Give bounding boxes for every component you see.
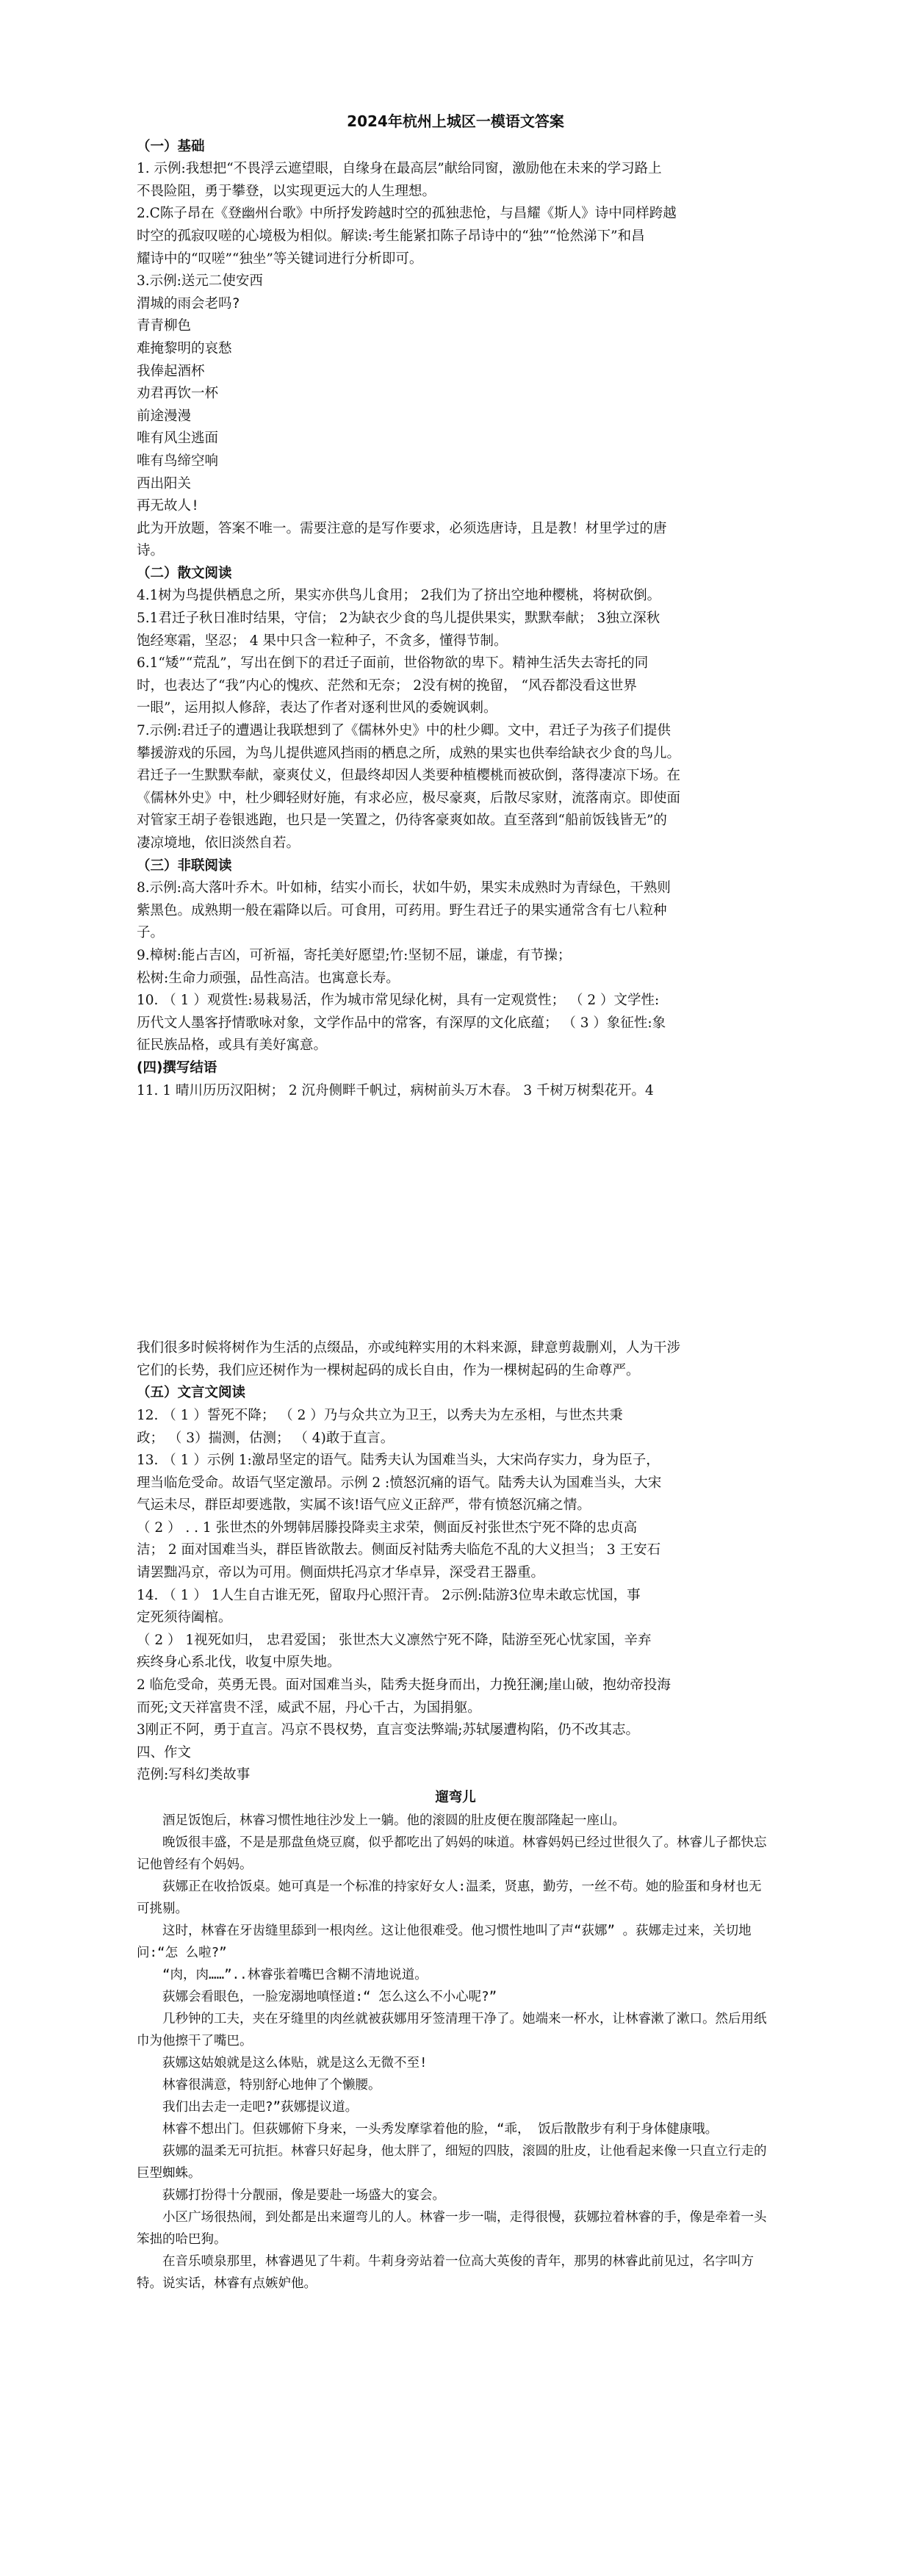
text-line: 它们的长势，我们应还树作为一棵树起码的成长自由，作为一棵树起码的生命尊严。 [137, 1362, 640, 1378]
story-paragraph: 荻娜的温柔无可抗拒。林睿只好起身，他太胖了，细短的四肢，滚圆的肚皮，让他看起来像一只直立行走的巨型蜘蛛。 [137, 2143, 767, 2181]
text-line: 政； （ 3）揣测，估测； （ 4)敢于直言。 [137, 1430, 395, 1446]
poem-line: 西出阳关 [137, 475, 192, 492]
poem-line: 我俸起酒杯 [137, 363, 205, 379]
poem-line: 青青柳色 [137, 318, 192, 334]
text-line: 2 临危受命，英勇无畏。面对国难当头，陆秀夫挺身而出，力挽狂澜;崖山破，抱幼帝投海 [137, 1677, 671, 1694]
story-title: 遛弯儿 [435, 1790, 476, 1805]
text-line: 13. （ 1 ）示例 1:激昂坚定的语气。陆秀夫认为国难当头，大宋尚存实力，身为臣子， [137, 1453, 660, 1469]
poem-line: 难掩黎明的哀愁 [137, 340, 232, 356]
text-line: 定死须待阖棺。 [137, 1610, 232, 1626]
section-heading-nonfiction: （三）非联阅读 [137, 857, 232, 874]
text-line: 1. 示例:我想把“不畏浮云遮望眼，自缘身在最高层”献给同窗，激励他在未来的学习路上 [137, 161, 662, 177]
text-line: 2.C陈子昂在《登幽州台歌》中所抒发跨越时空的孤独悲怆，与昌耀《斯人》诗中同样跨越 [137, 206, 677, 222]
section-heading-basics: （一）基础 [137, 138, 205, 154]
poem-line: 唯有鸟缔空响 [137, 453, 219, 469]
text-line: 11. 1 晴川历历汉阳树； 2 沉舟侧畔千帆过，病树前头万木春。 3 千树万树梨花开。4 [137, 1082, 654, 1098]
text-line: 14. （ 1 ） 1人生自古谁无死，留取丹心照汗青。 2示例:陆游3位卑未敢忘忧国，事 [137, 1587, 641, 1603]
text-line: 凄凉境地，依旧淡然自若。 [137, 835, 300, 851]
text-line: （ 2 ） 1视死如归， 忠君爱国； 张世杰大义凛然宁死不降，陆游至死心忧家国，辛弃 [137, 1632, 652, 1648]
story-paragraph: 林睿不想出门。但荻娜俯下身来，一头秀发摩挲着他的脸，“乖， 饭后散散步有利于身体健康哦。 [162, 2121, 719, 2137]
poem-line: 前途漫漫 [137, 408, 192, 424]
poem-line: 劝君再饮一杯 [137, 386, 219, 402]
text-line: 一眼”，运用拟人修辞，表达了作者对逐利世风的委婉讽刺。 [137, 700, 497, 716]
text-line: 请罢黜冯京，帝以为可用。侧面烘托冯京才华卓异，深受君王器重。 [137, 1565, 545, 1581]
text-line: 8.示例:高大落叶乔木。叶如柿，结实小而长，状如牛奶，果实未成熟时为青绿色，干熟则 [137, 880, 671, 896]
poem-line: 唯有风尘逃面 [137, 431, 219, 447]
story-paragraph: 这时，林睿在牙齿缝里舔到一根肉丝。这让他很难受。他习惯性地叫了声“荻娜” 。荻娜走过来，关切地问:“怎 么啦?” [137, 1923, 752, 1960]
story-paragraph: 我们出去走一走吧?”荻娜提议道。 [162, 2099, 359, 2115]
poem-line: 渭城的雨会老吗? [137, 295, 240, 312]
text-line: 3.示例:送元二使安西 [137, 273, 263, 289]
story-paragraph: 晚饭很丰盛，不是是那盘鱼烧豆腐，似乎都吃出了妈妈的味道。林睿妈妈已经过世很久了。林睿儿子都快忘记他曾经有个妈妈。 [137, 1835, 767, 1872]
section-heading-classical: （五）文言文阅读 [137, 1385, 246, 1401]
text-line: 不畏险阻，勇于攀登，以实现更远大的人生理想。 [137, 183, 436, 199]
blank-space [137, 1102, 774, 1337]
text-line: 时，也表达了“我”内心的愧疚、茫然和无奈； 2没有树的挽留， “风吞都没看这世界 [137, 677, 637, 694]
story-paragraph: 荻娜正在收拾饭桌。她可真是一个标准的持家好女人:温柔，贤惠，勤劳，一丝不苟。她的脸蛋和身材也无可挑剔。 [137, 1879, 762, 1916]
text-line: 疾终身心系北伐，收复中原失地。 [137, 1655, 341, 1671]
section-heading-essay: 四、作文 [137, 1744, 192, 1760]
story-paragraph: 荻娜这姑娘就是这么体贴，就是这么无微不至! [162, 2055, 428, 2070]
text-line: 饱经寒霜，坚忍； 4 果中只含一粒种子，不贪多，懂得节制。 [137, 633, 508, 649]
text-line: 此为开放题，答案不唯一。需要注意的是写作要求，必须选唐诗，且是教！材里学过的唐 [137, 520, 667, 536]
story-body [137, 1810, 774, 2295]
text-line: 子。 [137, 925, 165, 941]
text-line: 我们很多时候将树作为生活的点缀品，亦或纯粹实用的木料来源，肆意剪裁删刈，人为干涉 [137, 1340, 681, 1356]
text-line: 攀援游戏的乐园，为鸟儿提供遮风挡雨的栖息之所，成熟的果实也供奉给缺衣少食的鸟儿。 [137, 745, 681, 761]
text-line: 5.1君迁子秋日准时结果，守信； 2为缺衣少食的鸟儿提供果实，默默奉献； 3独立深秋 [137, 611, 660, 627]
text-line: 对管家王胡子卷银逃跑，也只是一笑置之，仍待客豪爽如故。直至落到“船前饭钱皆无”的 [137, 813, 667, 829]
story-paragraph: 小区广场很热闹，到处都是出来遛弯儿的人。林睿一步一喘，走得很慢，荻娜拉着林睿的手，像是牵着一头笨拙的哈巴狗。 [137, 2209, 767, 2247]
story-paragraph: “肉，肉……”..林睿张着嘴巴含糊不清地说道。 [162, 1967, 428, 1982]
text-line: 耀诗中的“叹嗟”“独坐”等关键词进行分析即可。 [137, 251, 423, 267]
text-line: 而死;文天祥富贵不淫，威武不屈，丹心千古，为国捐躯。 [137, 1699, 481, 1716]
section-heading-prose: （二）散文阅读 [137, 565, 232, 581]
text-line: 4.1树为鸟提供栖息之所，果实亦供鸟儿食用； 2我们为了挤出空地种樱桃，将树砍倒。 [137, 588, 661, 604]
story-paragraph: 几秒钟的工夫，夹在牙缝里的肉丝就被荻娜用牙签清理干净了。她端来一杯水，让林睿漱了漱口。然后用纸巾为他擦干了嘴巴。 [137, 2011, 767, 2048]
text-line: 洁； 2 面对国难当头，群臣皆欲散去。侧面反衬陆秀夫临危不乱的大义担当； 3 王安石 [137, 1542, 661, 1558]
text-line: 征民族品格，或具有美好寓意。 [137, 1037, 328, 1054]
text-line: 君迁子一生默默奉献，豪爽仗义，但最终却因人类要种植樱桃而被砍倒，落得凄凉下场。在 [137, 768, 681, 784]
text-line: 3刚正不阿，勇于直言。冯京不畏权势，直言变法弊端;苏轼屡遭构陷，仍不改其志。 [137, 1722, 640, 1738]
poem-block [137, 293, 774, 518]
text-line: 紫黑色。成熟期一般在霜降以后。可食用，可药用。野生君迁子的果实通常含有七八粒种 [137, 902, 667, 918]
text-line: 气运未尽，群臣却要逃散，实属不该!语气应义正辞严，带有愤怒沉痛之情。 [137, 1497, 591, 1514]
text-line: 10. （ 1 ）观赏性:易栽易活，作为城市常见绿化树，具有一定观赏性； （ 2 ）文学性: [137, 993, 660, 1009]
story-paragraph: 酒足饭饱后，林睿习惯性地往沙发上一躺。他的滚圆的肚皮便在腹部隆起一座山。 [162, 1813, 625, 1828]
story-paragraph: 林睿很满意，特别舒心地伸了个懒腰。 [162, 2077, 381, 2093]
text-line: 《儒林外史》中，杜少卿轻财好施，有求必应，极尽豪爽，后散尽家财，流落南京。即使面 [137, 790, 681, 806]
text-line: 7.示例:君迁子的遭遇让我联想到了《儒林外史》中的杜少卿。文中，君迁子为孩子们提供 [137, 723, 671, 739]
page-title: 2024年杭州上城区一模语文答案 [347, 112, 564, 130]
text-line: 历代文人墨客抒情歌咏对象，文学作品中的常客，有深厚的文化底蕴； （ 3 ）象征性:象 [137, 1015, 666, 1031]
story-paragraph: 荻娜会看眼色，一脸宠溺地嗔怪道:“ 怎么这么不小心呢?” [162, 1989, 497, 2004]
text-line: 松树:生命力顽强，品性高洁。也寓意长寿。 [137, 970, 400, 986]
essay-subheading: 范例:写科幻类故事 [137, 1767, 251, 1783]
story-paragraph: 在音乐喷泉那里，林睿遇见了牛莉。牛莉身旁站着一位高大英俊的青年，那男的林睿此前见过，名字叫方特。说实话，林睿有点嫉妒他。 [137, 2253, 754, 2291]
text-line: 6.1“矮”“荒乱”，写出在倒下的君迁子面前，世俗物欲的卑下。精神生活失去寄托的同 [137, 655, 649, 672]
text-line: 理当临危受命。故语气坚定激昂。示例 2 :愤怒沉痛的语气。陆秀夫认为国难当头，大宋 [137, 1475, 662, 1491]
text-line: 12. （ 1 ）誓死不降； （ 2 ）乃与众共立为卫王，以秀夫为左丞相，与世杰共秉 [137, 1407, 623, 1423]
answer-document [137, 110, 774, 2295]
text-line: （ 2 ） . . 1 张世杰的外甥韩居滕投降卖主求荣，侧面反衬张世杰宁死不降的忠贞高 [137, 1519, 638, 1536]
poem-line: 再无故人! [137, 498, 200, 514]
section-heading-conclusion: (四)撰写结语 [137, 1059, 217, 1076]
story-paragraph: 荻娜打扮得十分靓丽，像是要赴一场盛大的宴会。 [162, 2187, 445, 2203]
text-line: 时空的孤寂叹嗟的心境极为相似。解读:考生能紧扣陈子昂诗中的“独”“怆然涕下”和昌 [137, 228, 645, 244]
text-line: 诗。 [137, 543, 165, 559]
text-line: 9.樟树:能占吉凶，可祈福，寄托美好愿望;竹:坚韧不屈，谦虚，有节操； [137, 947, 572, 963]
